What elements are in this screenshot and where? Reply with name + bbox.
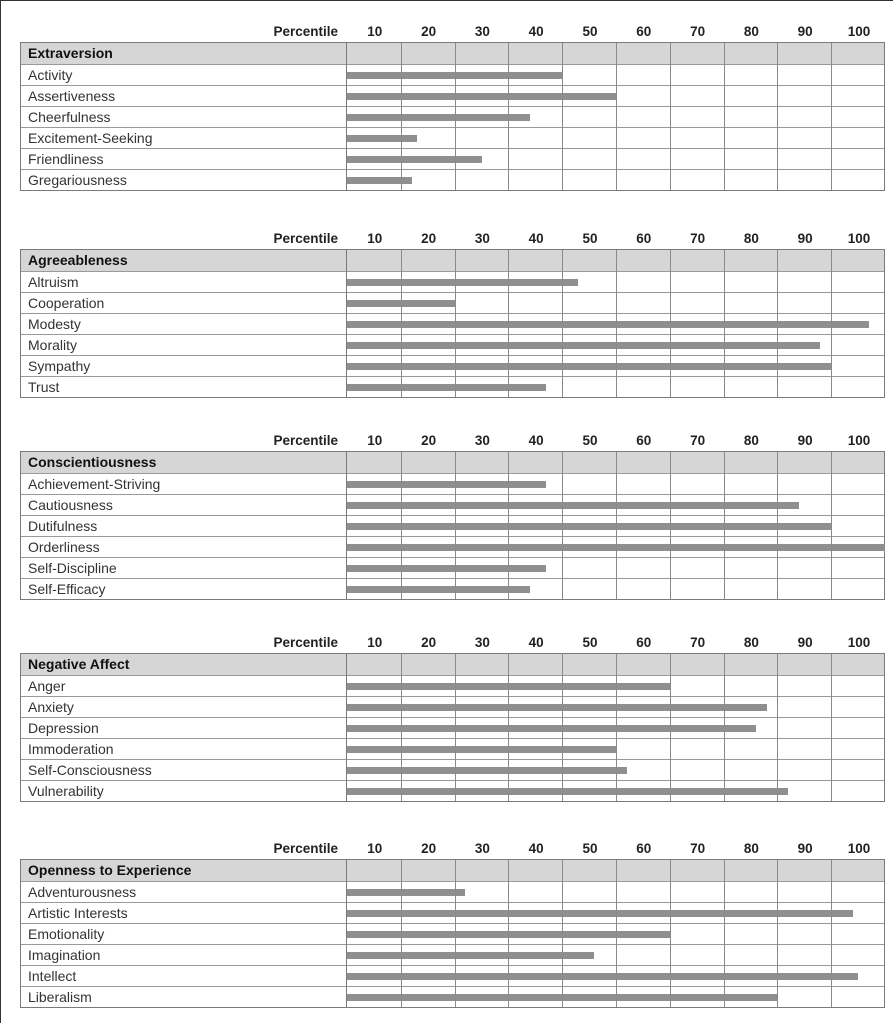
facet-row	[21, 313, 884, 334]
x-tick-label: 10	[367, 841, 383, 856]
chart-grid	[20, 42, 885, 191]
gridline	[508, 860, 509, 1007]
gridline	[401, 43, 402, 190]
facet-label: Friendliness	[28, 151, 104, 167]
gridline	[562, 452, 563, 599]
x-tick-label: 30	[474, 635, 490, 650]
facet-row	[21, 494, 884, 515]
x-tick-label: 100	[847, 231, 871, 246]
chart-panel	[20, 21, 885, 191]
chart-grid	[20, 859, 885, 1008]
percentile-bar	[347, 704, 767, 711]
x-tick-label: 80	[743, 433, 759, 448]
x-tick-label: 50	[582, 231, 598, 246]
facet-label: Orderliness	[28, 539, 100, 555]
chart-title-row	[21, 250, 884, 271]
gridline	[724, 654, 725, 801]
gridline	[616, 860, 617, 1007]
gridline	[777, 452, 778, 599]
gridline	[724, 250, 725, 397]
gridline	[777, 860, 778, 1007]
x-tick-label: 100	[847, 433, 871, 448]
chart-panel	[20, 632, 885, 802]
facet-row	[21, 515, 884, 536]
label-column-divider	[346, 860, 347, 1007]
percentile-bar	[347, 177, 412, 184]
x-tick-label: 90	[797, 231, 813, 246]
chart-title: Extraversion	[28, 45, 113, 61]
x-tick-label: 60	[636, 433, 652, 448]
gridline	[562, 250, 563, 397]
x-tick-label: 20	[421, 433, 437, 448]
gridline	[831, 43, 832, 190]
gridline	[401, 654, 402, 801]
facet-label: Dutifulness	[28, 518, 98, 534]
chart-header	[20, 21, 885, 42]
facet-label: Adventurousness	[28, 884, 137, 900]
facet-label: Imagination	[28, 947, 101, 963]
facet-label: Cooperation	[28, 295, 105, 311]
label-column-divider	[346, 654, 347, 801]
facet-row	[21, 759, 884, 780]
facet-row	[21, 675, 884, 696]
facet-label: Artistic Interests	[28, 905, 128, 921]
label-column-divider	[346, 452, 347, 599]
gridline	[831, 452, 832, 599]
x-tick-label: 10	[367, 433, 383, 448]
x-tick-label: 70	[690, 24, 706, 39]
gridline	[508, 654, 509, 801]
x-tick-label: 80	[743, 231, 759, 246]
x-tick-label: 50	[582, 433, 598, 448]
facet-label: Assertiveness	[28, 88, 116, 104]
facet-row	[21, 376, 884, 397]
x-tick-label: 10	[367, 24, 383, 39]
x-tick-label: 70	[690, 433, 706, 448]
chart-title-row	[21, 654, 884, 675]
chart-title-row	[21, 43, 884, 64]
facet-row	[21, 148, 884, 169]
facet-label: Self-Discipline	[28, 560, 117, 576]
x-tick-label: 10	[367, 231, 383, 246]
chart-header	[20, 430, 885, 451]
percentile-bar	[347, 788, 788, 795]
gridline	[831, 860, 832, 1007]
chart-header	[20, 632, 885, 653]
gridline	[724, 43, 725, 190]
gridline	[401, 452, 402, 599]
gridline	[455, 250, 456, 397]
x-axis-label: Percentile	[273, 841, 338, 856]
x-tick-label: 20	[421, 231, 437, 246]
facet-row	[21, 696, 884, 717]
percentile-bar	[347, 586, 530, 593]
facet-row	[21, 902, 884, 923]
facet-label: Depression	[28, 720, 99, 736]
chart-title: Conscientiousness	[28, 454, 157, 470]
gridline	[616, 654, 617, 801]
facet-label: Modesty	[28, 316, 81, 332]
chart-panel	[20, 228, 885, 398]
chart-title: Negative Affect	[28, 656, 130, 672]
x-axis-label: Percentile	[273, 635, 338, 650]
x-tick-label: 60	[636, 635, 652, 650]
facet-row	[21, 334, 884, 355]
x-tick-label: 70	[690, 841, 706, 856]
gridline	[455, 654, 456, 801]
chart-title-row	[21, 860, 884, 881]
x-tick-label: 90	[797, 24, 813, 39]
chart-title-row	[21, 452, 884, 473]
x-tick-label: 90	[797, 841, 813, 856]
percentile-bar	[347, 725, 756, 732]
percentile-bar	[347, 93, 616, 100]
facet-label: Altruism	[28, 274, 79, 290]
facet-row	[21, 881, 884, 902]
x-tick-label: 30	[474, 841, 490, 856]
facet-label: Self-Efficacy	[28, 581, 106, 597]
facet-row	[21, 85, 884, 106]
gridline	[670, 860, 671, 1007]
chart-grid	[20, 653, 885, 802]
facet-label: Cautiousness	[28, 497, 113, 513]
percentile-bar	[347, 384, 546, 391]
gridline	[616, 452, 617, 599]
x-tick-label: 90	[797, 635, 813, 650]
gridline	[724, 452, 725, 599]
facet-label: Trust	[28, 379, 60, 395]
percentile-bar	[347, 481, 546, 488]
gridline	[670, 654, 671, 801]
facet-row	[21, 738, 884, 759]
label-column-divider	[346, 250, 347, 397]
facet-row	[21, 64, 884, 85]
facet-label: Vulnerability	[28, 783, 104, 799]
percentile-bar	[347, 321, 869, 328]
x-tick-label: 60	[636, 231, 652, 246]
x-tick-label: 100	[847, 841, 871, 856]
facet-row	[21, 127, 884, 148]
percentile-bar	[347, 502, 799, 509]
x-tick-label: 20	[421, 635, 437, 650]
x-tick-label: 50	[582, 24, 598, 39]
facet-label: Immoderation	[28, 741, 114, 757]
x-tick-label: 40	[528, 231, 544, 246]
percentile-bar	[347, 523, 831, 530]
gridline	[777, 654, 778, 801]
gridline	[831, 654, 832, 801]
facet-label: Morality	[28, 337, 78, 353]
percentile-bar	[347, 156, 482, 163]
percentile-bar	[347, 746, 616, 753]
percentile-bar	[347, 889, 465, 896]
x-tick-label: 80	[743, 841, 759, 856]
facet-row	[21, 271, 884, 292]
facet-row	[21, 106, 884, 127]
x-axis-label: Percentile	[273, 231, 338, 246]
facet-label: Anxiety	[28, 699, 74, 715]
facet-row	[21, 557, 884, 578]
percentile-bar	[347, 114, 530, 121]
x-axis-label: Percentile	[273, 433, 338, 448]
facet-label: Achievement-Striving	[28, 476, 161, 492]
x-tick-label: 30	[474, 433, 490, 448]
percentile-bar	[347, 135, 417, 142]
gridline	[455, 860, 456, 1007]
gridline	[670, 452, 671, 599]
chart-header	[20, 228, 885, 249]
facet-label: Intellect	[28, 968, 77, 984]
label-column-divider	[346, 43, 347, 190]
x-tick-label: 40	[528, 24, 544, 39]
x-tick-label: 80	[743, 24, 759, 39]
gridline	[508, 452, 509, 599]
facet-label: Self-Consciousness	[28, 762, 152, 778]
facet-row	[21, 292, 884, 313]
x-tick-label: 50	[582, 635, 598, 650]
facet-row	[21, 717, 884, 738]
chart-panel	[20, 430, 885, 600]
gridline	[670, 43, 671, 190]
x-tick-label: 70	[690, 635, 706, 650]
gridline	[616, 43, 617, 190]
x-tick-label: 90	[797, 433, 813, 448]
gridline	[724, 860, 725, 1007]
gridline	[562, 654, 563, 801]
gridline	[616, 250, 617, 397]
facet-label: Sympathy	[28, 358, 91, 374]
x-tick-label: 40	[528, 635, 544, 650]
percentile-bar	[347, 279, 578, 286]
x-tick-label: 40	[528, 433, 544, 448]
x-tick-label: 20	[421, 841, 437, 856]
chart-grid	[20, 249, 885, 398]
chart-title: Agreeableness	[28, 252, 128, 268]
facet-label: Anger	[28, 678, 66, 694]
x-tick-label: 30	[474, 231, 490, 246]
facet-row	[21, 986, 884, 1007]
x-tick-label: 10	[367, 635, 383, 650]
x-tick-label: 70	[690, 231, 706, 246]
chart-header	[20, 838, 885, 859]
gridline	[455, 43, 456, 190]
facet-label: Activity	[28, 67, 73, 83]
gridline	[562, 43, 563, 190]
x-tick-label: 20	[421, 24, 437, 39]
facet-label: Excitement-Seeking	[28, 130, 153, 146]
x-tick-label: 100	[847, 635, 871, 650]
facet-row	[21, 473, 884, 494]
x-tick-label: 60	[636, 24, 652, 39]
gridline	[455, 452, 456, 599]
x-tick-label: 60	[636, 841, 652, 856]
chart-title: Openness to Experience	[28, 862, 192, 878]
facet-label: Cheerfulness	[28, 109, 111, 125]
gridline	[831, 250, 832, 397]
gridline	[670, 250, 671, 397]
gridline	[777, 250, 778, 397]
percentile-bar	[347, 973, 858, 980]
facet-label: Liberalism	[28, 989, 92, 1005]
x-tick-label: 30	[474, 24, 490, 39]
percentile-bar	[347, 342, 820, 349]
facet-row	[21, 578, 884, 599]
gridline	[508, 250, 509, 397]
chart-grid	[20, 451, 885, 600]
facet-row	[21, 536, 884, 557]
facet-row	[21, 169, 884, 190]
gridline	[777, 43, 778, 190]
x-tick-label: 50	[582, 841, 598, 856]
facet-row	[21, 965, 884, 986]
facet-row	[21, 780, 884, 801]
facet-row	[21, 355, 884, 376]
x-tick-label: 80	[743, 635, 759, 650]
facet-label: Gregariousness	[28, 172, 127, 188]
x-tick-label: 100	[847, 24, 871, 39]
facet-row	[21, 944, 884, 965]
gridline	[401, 860, 402, 1007]
x-tick-label: 40	[528, 841, 544, 856]
percentile-bar	[347, 952, 594, 959]
chart-panel	[20, 838, 885, 1008]
gridline	[508, 43, 509, 190]
facet-row	[21, 923, 884, 944]
facet-label: Emotionality	[28, 926, 105, 942]
percentile-bar	[347, 565, 546, 572]
percentile-bar	[347, 767, 627, 774]
gridline	[401, 250, 402, 397]
x-axis-label: Percentile	[273, 24, 338, 39]
gridline	[562, 860, 563, 1007]
percentile-bar	[347, 363, 831, 370]
